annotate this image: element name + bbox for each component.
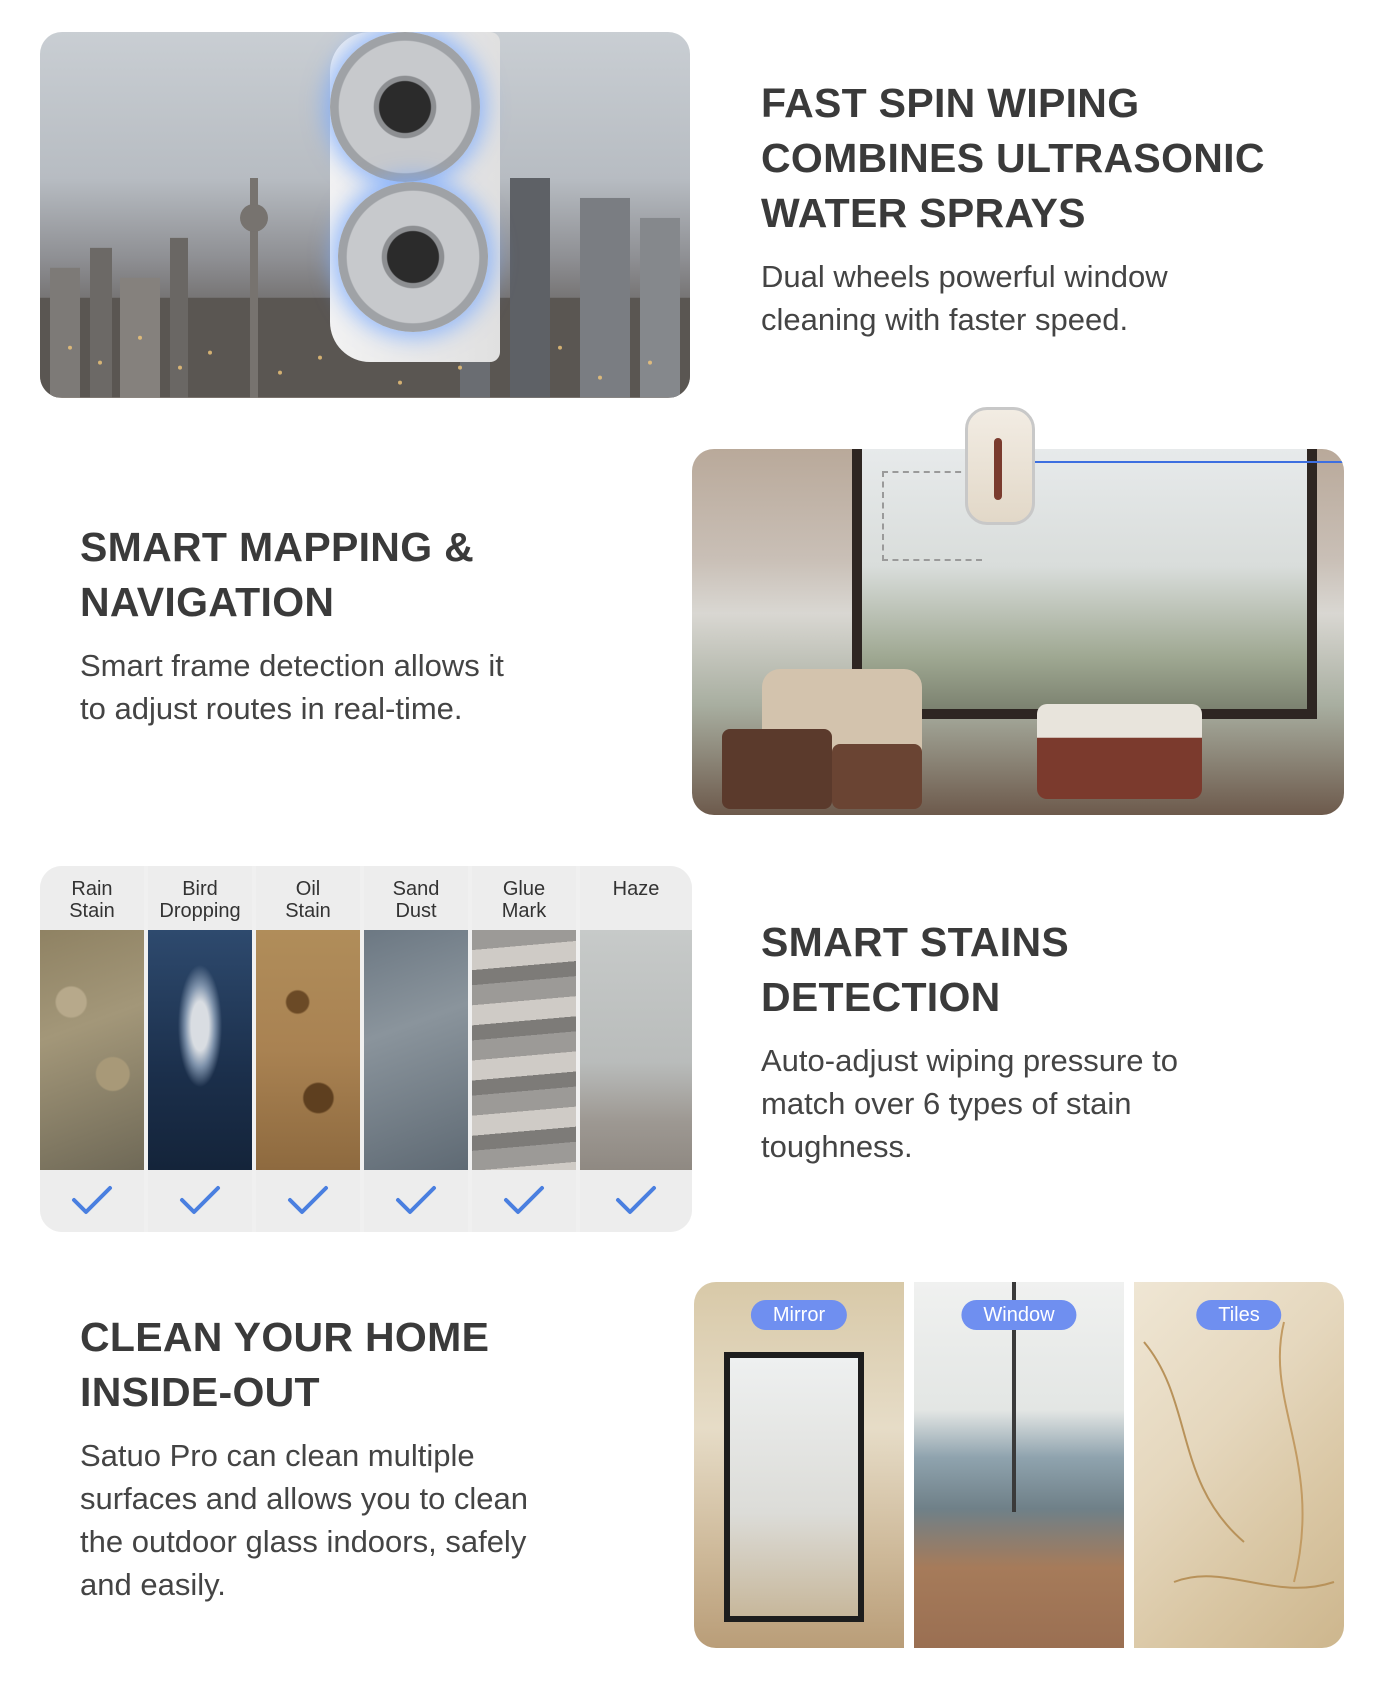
check-icon <box>580 1182 692 1222</box>
feature-description: Smart frame detection allows it to adjust routes in real-time. <box>80 648 504 726</box>
stain-label: Rain Stain <box>69 878 115 922</box>
stain-type-bird-dropping <box>148 866 252 1232</box>
check-icon <box>40 1182 144 1222</box>
stain-type-oil <box>256 866 360 1232</box>
surface-label: Mirror <box>751 1300 847 1330</box>
robot-on-window <box>965 407 1035 525</box>
stain-type-rain <box>40 866 144 1232</box>
feature-heading: FAST SPIN WIPING COMBINES ULTRASONIC WATER SPRAYS <box>761 80 1265 236</box>
feature-text <box>80 1310 680 1606</box>
stain-label: Sand Dust <box>392 878 440 922</box>
feature-description: Satuo Pro can clean multiple surfaces and allows you to clean the outdoor glass indoors, safely and easily. <box>80 1438 529 1602</box>
haze-image <box>580 930 692 1170</box>
bird-dropping-image <box>148 930 252 1170</box>
stain-label: Haze <box>612 878 660 900</box>
feature-description: Auto-adjust wiping pressure to match over 6 types of stain toughness. <box>761 1043 1179 1164</box>
check-icon <box>256 1182 360 1222</box>
stain-label: Oil Stain <box>285 878 331 922</box>
oil-stain-image <box>256 930 360 1170</box>
stain-label: Glue Mark <box>501 878 547 922</box>
feature-heading: SMART STAINS DETECTION <box>761 919 1070 1020</box>
sand-dust-image <box>364 930 468 1170</box>
feature-text <box>761 76 1341 341</box>
surface-mirror <box>694 1282 904 1648</box>
glue-mark-image <box>472 930 576 1170</box>
mirror-frame-graphic <box>724 1352 864 1622</box>
check-icon <box>472 1182 576 1222</box>
side-table-graphic <box>832 744 922 809</box>
surface-label: Tiles <box>1196 1300 1281 1330</box>
check-icon <box>148 1182 252 1222</box>
base-station-graphic <box>1037 704 1202 799</box>
side-table-graphic <box>722 729 832 809</box>
feature-heading: SMART MAPPING & NAVIGATION <box>80 524 474 625</box>
stain-label: Bird Dropping <box>159 878 241 922</box>
feature-description: Dual wheels powerful window cleaning with faster speed. <box>761 259 1168 337</box>
route-path-active <box>1022 461 1344 463</box>
marble-veins-graphic <box>1134 1282 1344 1648</box>
feature-text <box>80 520 660 730</box>
surface-label: Window <box>961 1300 1076 1330</box>
city-robot-image <box>40 32 690 398</box>
feature-text <box>761 915 1341 1168</box>
surface-tiles <box>1134 1282 1344 1648</box>
feature-heading: CLEAN YOUR HOME INSIDE-OUT <box>80 1314 490 1415</box>
lower-wiping-pad <box>338 182 488 332</box>
stain-type-sand-dust <box>364 866 468 1232</box>
stain-types-panel <box>40 866 692 1232</box>
stain-type-haze <box>580 866 692 1232</box>
rain-stain-image <box>40 930 144 1170</box>
check-icon <box>364 1182 468 1222</box>
surfaces-panel <box>694 1282 1344 1648</box>
stain-type-glue-mark <box>472 866 576 1232</box>
route-path-lower <box>882 561 1344 701</box>
upper-wiping-pad <box>330 32 480 182</box>
surface-window <box>914 1282 1124 1648</box>
